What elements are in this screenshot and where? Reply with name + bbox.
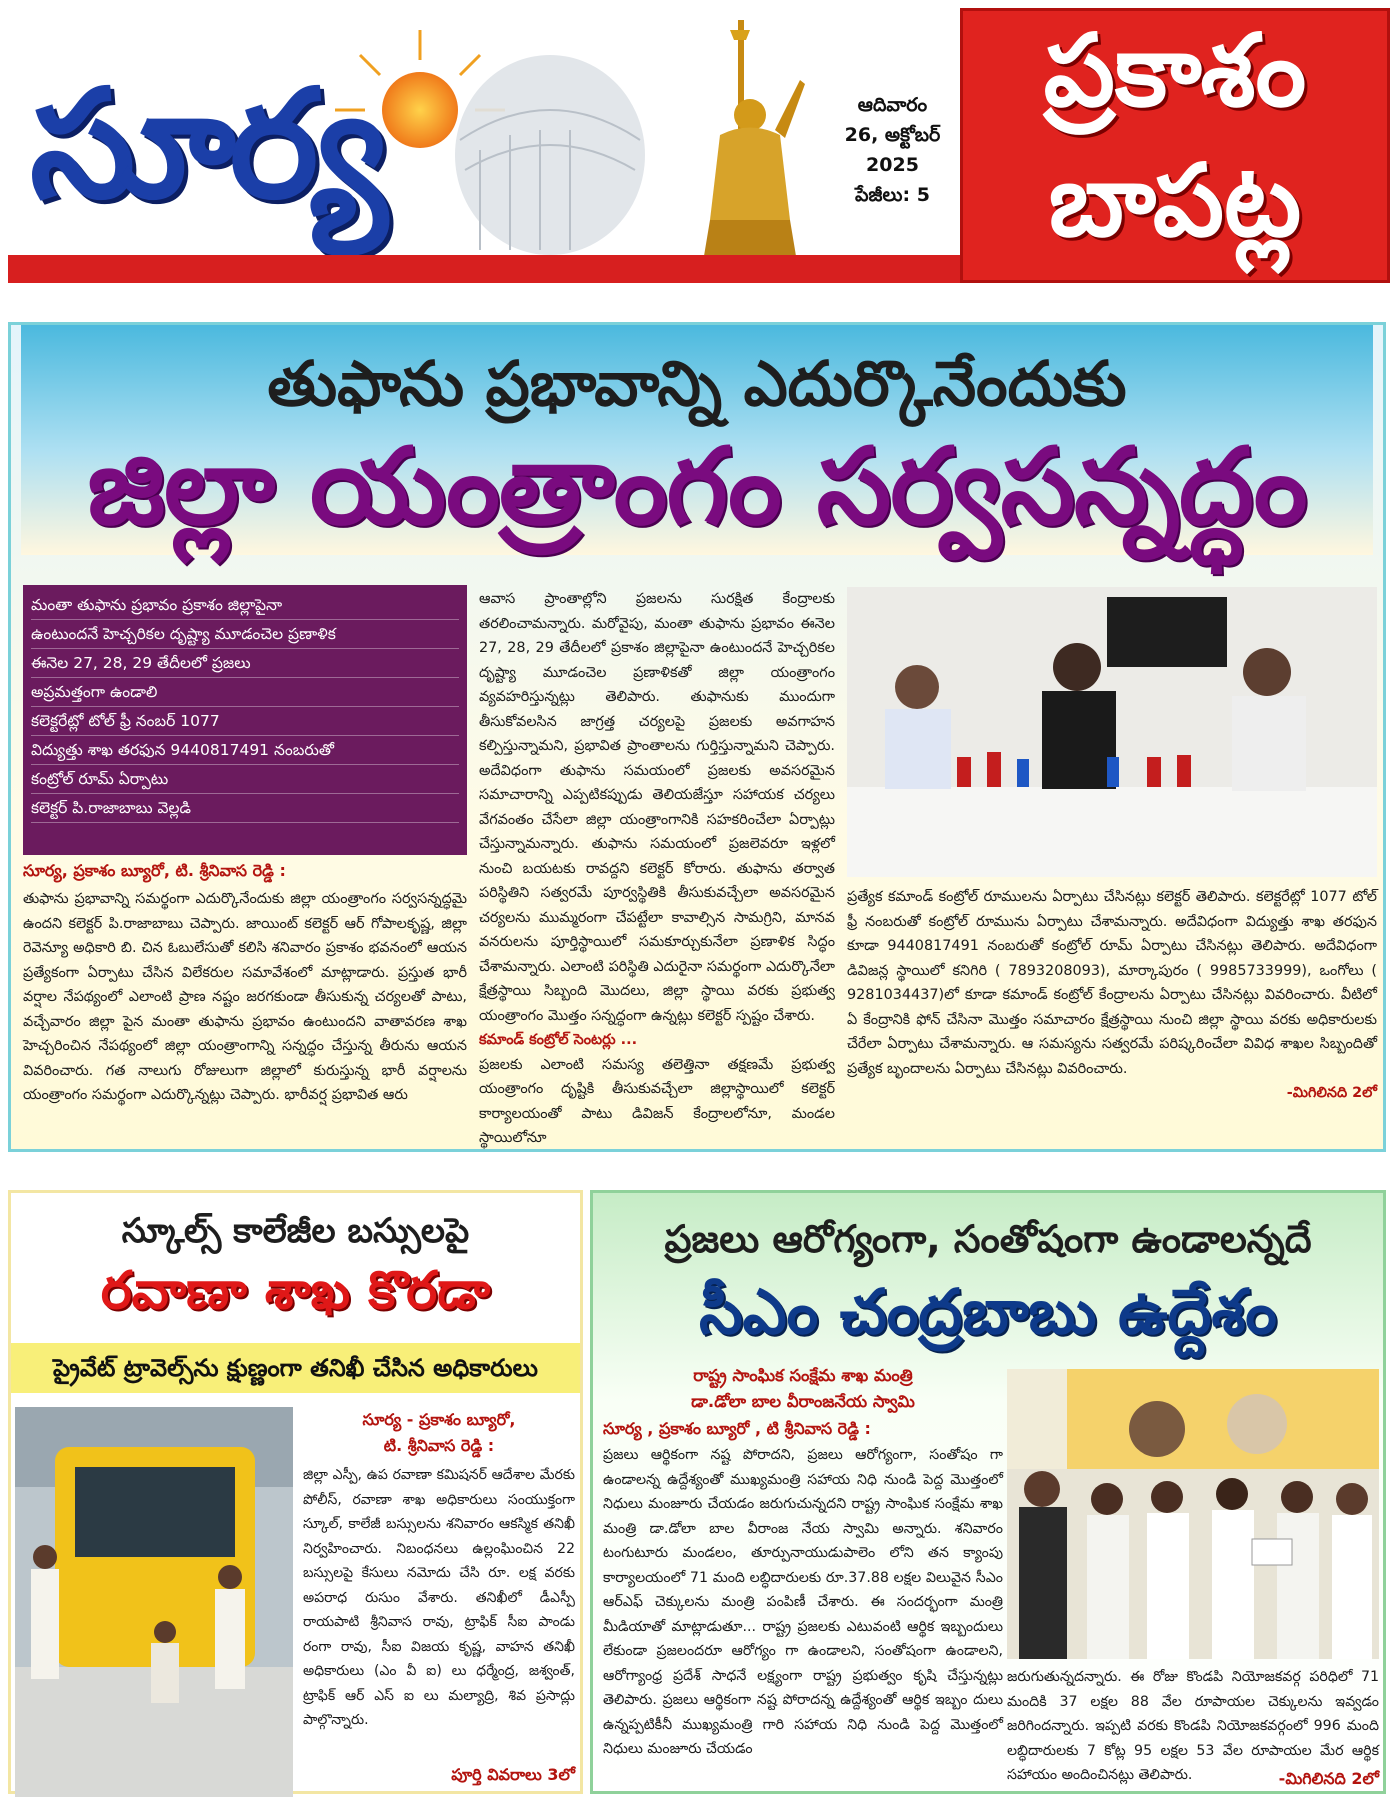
highlight-line: ఈనెల 27, 28, 29 తేదీలలో ప్రజలు (31, 649, 459, 678)
main-body-col2 (479, 587, 835, 1146)
highlight-line: అప్రమత్తంగా ఉండాలి (31, 678, 459, 707)
main-kicker: తుఫాను ప్రభావాన్ని ఎదుర్కొనేందుకు (267, 347, 1127, 420)
statue-illustration (690, 20, 810, 280)
highlight-line: కలెక్టరేట్లో టోల్ ఫ్రీ నంబర్ 1077 (31, 707, 459, 736)
main-body-col3 (847, 885, 1377, 1141)
highlights-box (23, 585, 467, 855)
transport-headline: రవాణా శాఖ కొరడా (100, 1261, 491, 1321)
cm-body-col2: జరుగుతున్నదన్నారు. ఈ రోజు కొండపి నియోజకవర్గ పరిధిలో 71 మందికి 37 లక్షల 88 వేల రూపాయల చెక్కులను ఇవ్వడం జరిగిందన్నారు. ఇప్పటి వరకు కొండపి నియోజకవర్గంలో 996 మంది లబ్ధిదారులకు 7 కోట్ల 95 లక్షల 53 వేల రూపాయల మేర ఆర్థిక సహాయం అందించినట్లు తెలిపారు. (1007, 1669, 1379, 1783)
highlight-line: కంట్రోల్ రూమ్ ఏర్పాటు (31, 765, 459, 794)
edition-name-prakasam: ప్రకాశం (1043, 12, 1307, 129)
main-byline: సూర్య, ప్రకాశం బ్యూరో, టి. శ్రీనివాస రెడ్డి : (23, 861, 286, 880)
bus-inspection-photo (15, 1407, 293, 1797)
cm-relief-story (590, 1190, 1386, 1794)
edition-name-bapatla: బాపట్ల (1048, 142, 1302, 259)
main-subhead: కమాండ్ కంట్రోల్ సెంటర్లు ... (479, 1032, 638, 1048)
minister-caption (603, 1363, 1003, 1415)
transport-body: జిల్లా ఎస్పీ, ఉప రవాణా కమిషనర్ ఆదేశాల మేరకు పోలీస్, రవాణా శాఖ అధికారులు సంయుక్తంగా స్కూల్, కాలేజీ బస్సులను శనివారం ఆకస్మిక తనిఖీ నిర్వహించారు. నిబంధనలు ఉల్లంఘించిన 22 బస్సులపై కేసులు నమోదు చేసి రూ. లక్ష వరకు అపరాధ రుసుం వేశారు. తనిఖీలో డీఎస్పీ రాయపాటి శ్రీనివాస రావు, ట్రాఫిక్ సీఐ పాండు రంగా రావు, సీఐ విజయ కృష్ణ, వాహన తనిఖీ అధికారులు (ఎం వీ ఐ) లు ధర్మేంద్ర, జశ్వంత్, ట్రాఫిక్ ఆర్ ఎస్ ఐ లు మల్యాద్రి, శివ ప్రసాద్లు పాల్గొన్నారు. (303, 1467, 575, 1728)
page-count: పేజీలు: 5 (855, 184, 930, 206)
cheque-distribution-photo-icon (1007, 1369, 1379, 1659)
transport-byline-line1: సూర్య - ప్రకాశం బ్యూరో, (362, 1410, 516, 1429)
bus-inspection-photo-icon (15, 1407, 293, 1797)
cm-body-col1: ప్రజలు ఆర్థికంగా నష్ట పోరాదని, ప్రజలు ఆరోగ్యంగా, సంతోషం గా ఉండాలన్న ఉద్దేశ్యంతో ముఖ్యమంత్రి సహాయ నిధి నుండి పెద్ద మొత్తంలో నిధులు మంజూరు చేయడం జరుగుచున్నదని రాష్ట్ర సాంఘిక సంక్షేమ శాఖ మంత్రి డా.డోలా బాల వీరాంజ నేయ స్వామి అన్నారు. శనివారం టంగుటూరు మండలం, తూర్పునాయుడుపాలెం లోని తన క్యాంపు కార్యాలయంలో 71 మంది లబ్ధిదారులకు రూ.37.88 లక్షల విలువైన సీఎం ఆర్ఎఫ్ చెక్కులను మంత్రి పంపిణీ చేశారు. ఈ సందర్భంగా మంత్రి మీడియాతో మాట్లాడుతూ... రాష్ట్ర ప్రజలకు ఎటువంటి ఆర్థిక ఇబ్బందులు లేకుండా ప్రజలందరూ ఆరోగ్యం గా ఉండాలని, సంతోషంగా ఉండాలని, ఆరోగ్యాంధ్ర ప్రదేశ్ సాధనే లక్ష్యంగా రాష్ట్ర ప్రభుత్వం కృషి చేస్తున్నట్లు తెలిపారు. ప్రజలు ఆర్థికంగా నష్ట పోరాదన్న ఉద్దేశ్యంతో ఆర్థిక ఇబ్బం దులు ఉన్నప్పటికీనీ ముఖ్యమంత్రి గారి సహాయ నిధి నుండి పెద్ద మొత్తంలో నిధులు మంజూరు చేయడం (603, 1447, 1003, 1757)
cheque-distribution-photo (1007, 1369, 1379, 1659)
issue-day: ఆదివారం (857, 94, 928, 116)
date-box (820, 90, 965, 235)
cm-byline: సూర్య , ప్రకాశం బ్యూరో , టి శ్రీనివాస రెడ్డి : (603, 1419, 871, 1438)
transport-byline (303, 1407, 575, 1459)
highlight-line: మంతా తుఫాను ప్రభావం ప్రకాశం జిల్లాపైనా (31, 591, 459, 620)
press-meet-photo (847, 587, 1377, 877)
paper-name: సూర్య (30, 58, 382, 232)
main-story (8, 322, 1386, 1152)
transport-continued-note: పూర్తి వివరాలు 3లో (451, 1765, 575, 1784)
cm-continued-note: -మిగిలినది 2లో (1278, 1769, 1379, 1788)
issue-date: 26, అక్టోబర్ (844, 124, 941, 146)
edition-panel (960, 8, 1390, 283)
masthead (0, 0, 1394, 290)
main-story-header (21, 325, 1373, 555)
statue-icon (690, 20, 810, 280)
main-body-col1: తుఫాను ప్రభావాన్ని సమర్థంగా ఎదుర్కొనేందుకు జిల్లా యంత్రాంగం సర్వసన్నద్ధమై ఉందని కలెక్టర్ పి.రాజాబాబు చెప్పారు. జాయింట్ కలెక్టర్ ఆర్ గోపాలకృష్ణ, జిల్లా రెవెన్యూ అధికారి బి. చిన ఓబులేసుతో కలిసి శనివారం ప్రకాశం భవనంలో ఆయన ప్రత్యేకంగా ఏర్పాటు చేసిన విలేకరుల సమావేశంలో మాట్లాడారు. ప్రస్తుత భారీ వర్షాల నేపథ్యంలో ఎలాంటి ప్రాణ నష్టం జరగకుండా తీసుకున్న చర్యలతో పాటు, వచ్చేవారం జిల్లా పైన మంతా తుఫాను ప్రభావం ఉంటుందని వాతావరణ శాఖ హెచ్చరించిన నేపథ్యంలో జిల్లా యంత్రాంగాన్ని సన్నద్ధం చేస్తున్న తీరును ఆయన వివరించారు. గత నాలుగు రోజులుగా జిల్లాలో కురుస్తున్న భారీ వర్షాలను యంత్రాంగం సమర్థంగా ఎదుర్కొన్నట్లు చెప్పారు. భారీవర్ష ప్రభావిత ఆరు (23, 891, 467, 1103)
minister-title: రాష్ట్ర సాంఘిక సంక్షేమ శాఖ మంత్రి (693, 1366, 913, 1385)
transport-kicker: స్కూల్స్ కాలేజీల బస్సులపై (121, 1211, 470, 1251)
transport-byline-line2: టి. శ్రీనివాస రెడ్డి : (383, 1436, 495, 1455)
main-body-col2-tail: ప్రజలకు ఎలాంటి సమస్య తలెత్తినా తక్షణమే ప్రభుత్వ యంత్రాంగం దృష్టికి తీసుకువచ్చేలా జిల్లాస్థాయిలో కలెక్టర్ కార్యాలయంతో పాటు డివిజన్ కేంద్రాలలోనూ, మండల స్థాయిలోనూ (479, 1056, 835, 1146)
main-body-col3-text: ప్రత్యేక కమాండ్ కంట్రోల్ రూములను ఏర్పాటు చేసినట్లు కలెక్టర్ తెలిపారు. కలెక్టరేట్లో 1077 టోల్ ఫ్రీ నంబరుతో కంట్రోల్ రూమును ఏర్పాటు చేశామన్నారు. అదేవిధంగా విద్యుత్తు శాఖ తరఫున కూడా 9440817491 నంబరుతో కంట్రోల్ రూమ్ ఏర్పాటు చేసినట్లు తెలిపారు. అదేవిధంగా డివిజన్ల స్థాయిలో కనిగిరి ( 7893208093), మార్కాపురం ( 9985733999), ఒంగోలు ( 9281034437)లో కూడా కమాండ్ కంట్రోల్ కేంద్రాలను ఏర్పాటు చేసినట్లు వివరించారు. వీటిలో ఏ కేంద్రానికి ఫోన్ చేసినా మొత్తం సమాచారం క్షేత్రస్థాయి నుంచి జిల్లా స్థాయి వరకు అధికారులకు చేరేలా ఏర్పాటు చేశామన్నారు. ఆ సమస్యను సత్వరమే పరిష్కరించేలా వివిధ శాఖల సిబ్బందితో ప్రత్యేక బృందాలను ఏర్పాటు చేసినట్లు వివరించారు. (847, 889, 1377, 1077)
issue-year: 2025 (866, 154, 919, 176)
main-headline: జిల్లా యంత్రాంగం సర్వసన్నద్ధం (87, 425, 1307, 548)
cm-kicker: ప్రజలు ఆరోగ్యంగా, సంతోషంగా ఉండాలన్నదే (664, 1217, 1312, 1261)
transport-story (8, 1190, 583, 1794)
cm-headline: సీఎం చంద్రబాబు ఉద్దేశం (699, 1275, 1277, 1348)
minister-name: డా.డోలా బాల వీరాంజనేయ స్వామి (691, 1392, 915, 1411)
continued-note: -మిగిలినది 2లో (1286, 1085, 1377, 1101)
highlight-line: విద్యుత్తు శాఖ తరఫున 9440817491 నంబరుతో (31, 736, 459, 765)
transport-subhead: ప్రైవేట్ ట్రావెల్స్‌ను క్షుణ్ణంగా తనిఖీ చేసిన అధికారులు (11, 1343, 580, 1393)
highlight-line: కలెక్టర్ పి.రాజాబాబు వెల్లడి (31, 794, 459, 823)
press-meet-photo-icon (847, 587, 1377, 877)
newspaper-logo (30, 20, 590, 270)
main-body-col2-text: ఆవాస ప్రాంతాల్లోని ప్రజలను సురక్షిత కేంద్రాలకు తరలించామన్నారు. మరోవైపు, మంతా తుఫాను ప్రభావం ఈనెల 27, 28, 29 తేదీలలో ప్రకాశం జిల్లాపైనా ఉంటుందనే హెచ్చరికల దృష్ట్యా మూడంచెల ప్రణాళికతో జిల్లా యంత్రాంగం వ్యవహరిస్తున్నట్లు తెలిపారు. తుఫానుకు ముందుగా తీసుకోవలసిన జాగ్రత్త చర్యలపై ప్రజలకు అవగాహన కల్పిస్తున్నామని, ప్రభావిత ప్రాంతాలను గుర్తిస్తున్నామని చెప్పారు. అదేవిధంగా తుఫాను సమయంలో ప్రజలకు అవసరమైన సమాచారాన్ని ఎప్పటికప్పుడు తెలియజేస్తూ సహాయక చర్యలు వేగవంతం చేసేలా జిల్లా యంత్రాంగానికి సహకరించేలా ఏర్పాట్లు చేస్తున్నామన్నారు. తుఫాను సమయంలో ప్రజలెవరూ ఇళ్లలో నుంచి బయటకు రావద్దని కలెక్టర్ కోరారు. తుఫాను తర్వాత పరిస్థితిని సత్వరమే పూర్వస్థితికి తీసుకువచ్చేలా అవసరమైన చర్యలను ముమ్మరంగా చేపట్టేలా కావాల్సిన సామగ్రిని, మానవ వనరులను పూర్తిస్థాయిలో సమకూర్చుకునేలా ప్రణాళిక సిద్ధం చేశామన్నారు. ఎలాంటి పరిస్థితి ఎదురైనా సమర్థంగా ఎదుర్కొనేలా క్షేత్రస్థాయి సిబ్బంది మొదలు, జిల్లా స్థాయి వరకు ప్రభుత్వ యంత్రాంగం మొత్తం సన్నద్ధంగా ఉన్నట్లు కలెక్టర్ స్పష్టం చేశారు. (479, 591, 835, 1024)
highlight-line: ఉంటుందనే హెచ్చరికల దృష్ట్యా మూడంచెల ప్రణాళిక (31, 620, 459, 649)
